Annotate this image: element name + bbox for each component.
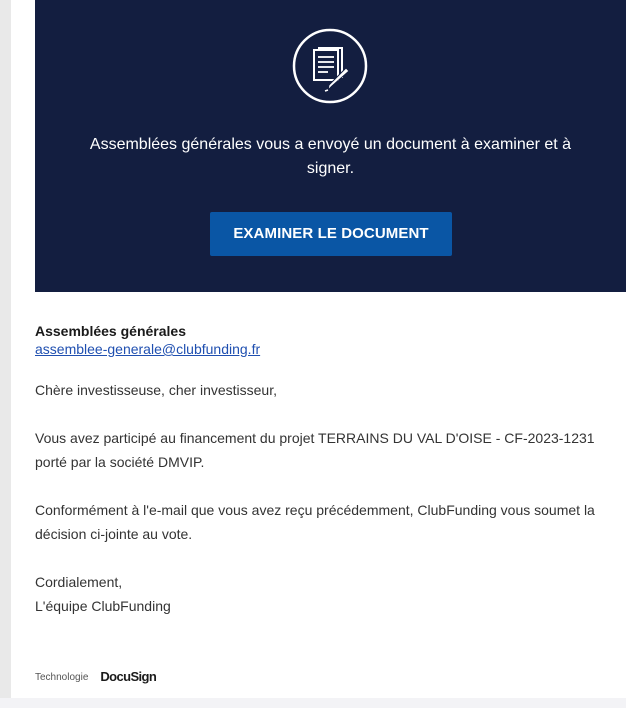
sender-block [35,322,260,358]
closing: Cordialement, [35,574,123,590]
sender-email-link[interactable]: assemblee-generale@clubfunding.fr [35,341,261,357]
footer-label: Technologie [35,671,89,683]
message-body [35,378,625,618]
document-sign-icon [292,28,368,104]
signature: L'équipe ClubFunding [35,598,171,614]
docusign-logo: DocuSign [100,668,157,684]
bottom-gutter [0,698,626,708]
powered-by-footer [35,666,156,686]
left-scroll-gutter [0,0,11,698]
paragraph-project: Vous avez participé au financement du projet TERRAINS DU VAL D'OISE - CF-2023-1231 porté par la société DMVIP. [35,430,595,470]
email-body [11,0,626,698]
paragraph-vote: Conformément à l'e-mail que vous avez reçu précédemment, ClubFunding vous soumet la décision ci-jointe au vote. [35,502,595,542]
review-document-button[interactable]: EXAMINER LE DOCUMENT [210,212,452,256]
hero-message: Assemblées générales vous a envoyé un document à examiner et à signer. [89,136,572,177]
greeting: Chère investisseuse, cher investisseur, [35,382,277,398]
docusign-hero-banner [35,0,626,292]
sender-name: Assemblées générales [35,323,186,339]
